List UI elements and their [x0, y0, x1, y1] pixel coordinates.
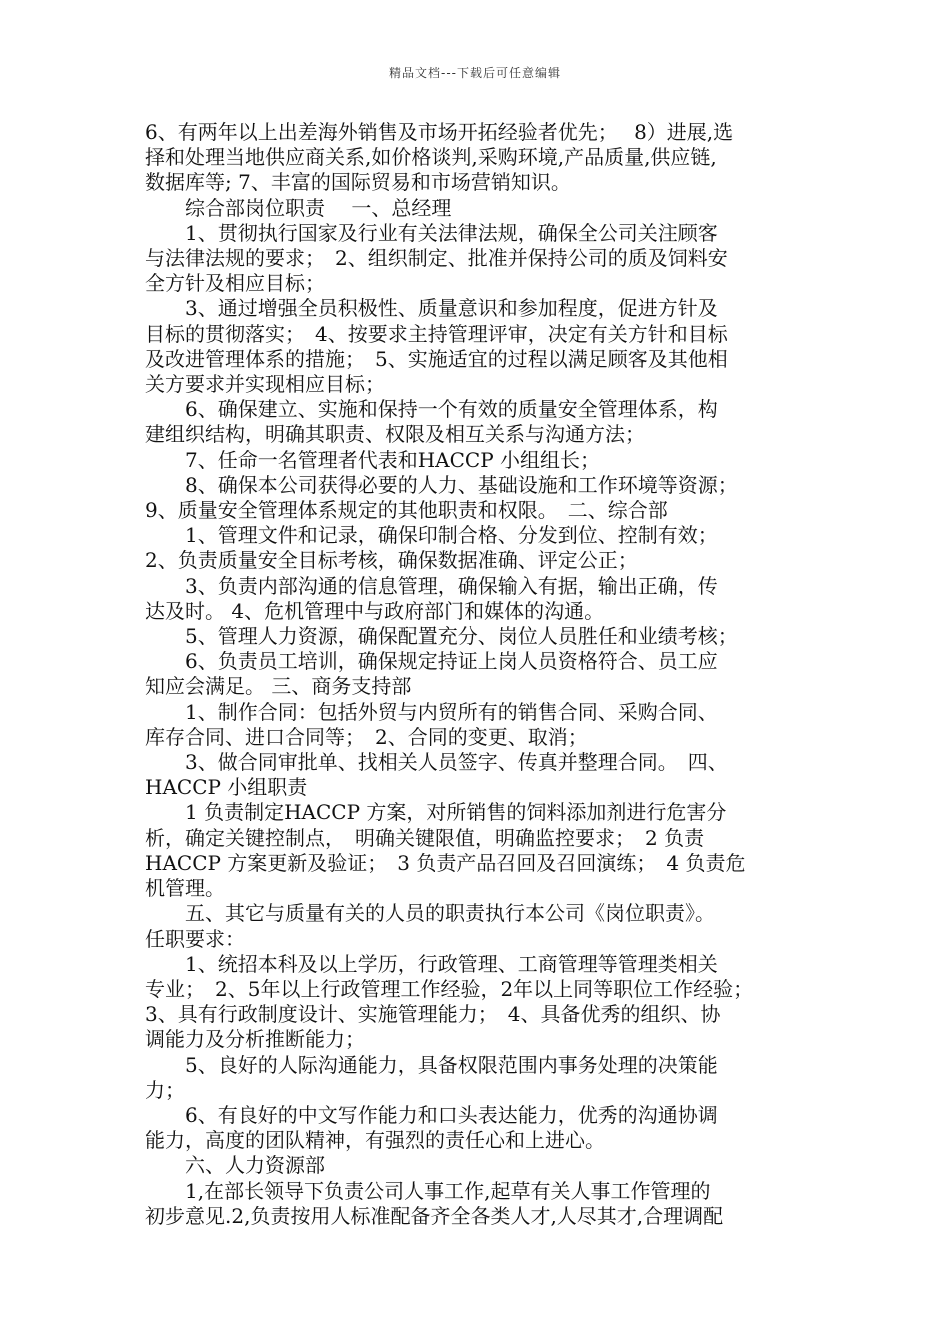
text-line: 与法律法规的要求； 2、组织制定、批准并保持公司的质及饲料安 [145, 246, 728, 271]
text-line: 知应会满足。 三、商务支持部 [145, 674, 412, 699]
text-line: 数据库等; 7、丰富的国际贸易和市场营销知识。 [145, 170, 571, 195]
text-line: 3、负责内部沟通的信息管理，确保输入有据，输出正确，传 [145, 573, 718, 598]
text-line: 力； [145, 1077, 185, 1102]
text-line: 3、通过增强全员积极性、质量意识和参加程度，促进方针及 [145, 296, 718, 321]
text-line: 择和处理当地供应商关系,如价格谈判,采购环境,产品质量,供应链, [145, 145, 717, 170]
text-line: 专业； 2、5年以上行政管理工作经验，2年以上同等职位工作经验； [145, 976, 754, 1001]
text-line: 目标的贯彻落实； 4、按要求主持管理评审，决定有关方针和目标 [145, 321, 728, 346]
text-line: 6、有良好的中文写作能力和口头表达能力，优秀的沟通协调 [145, 1102, 718, 1127]
text-line: 关方要求并实现相应目标； [145, 372, 385, 397]
text-line: 及改进管理体系的措施； 5、实施适宜的过程以满足顾客及其他相 [145, 346, 728, 371]
text-line: 机管理。 [145, 876, 225, 901]
text-line: 任职要求： [145, 926, 245, 951]
text-line: HACCP 方案更新及验证； 3 负责产品召回及召回演练； 4 负责危 [145, 850, 746, 875]
text-line: 5、良好的人际沟通能力，具备权限范围内事务处理的决策能 [145, 1052, 718, 1077]
text-line: 2、负责质量安全目标考核，确保数据准确、评定公正； [145, 548, 638, 573]
text-line: 库存合同、进口合同等； 2、合同的变更、取消； [145, 724, 588, 749]
text-line: 1 负责制定HACCP 方案，对所销售的饲料添加剂进行危害分 [145, 800, 727, 825]
page-header: 精品文档---下载后可任意编辑 [389, 66, 561, 80]
text-line: 1、贯彻执行国家及行业有关法律法规，确保全公司关注顾客 [145, 220, 718, 245]
text-line: 6、确保建立、实施和保持一个有效的质量安全管理体系，构 [145, 397, 718, 422]
text-line: 初步意见.2,负责按用人标准配备齐全各类人才,人尽其才,合理调配 [145, 1203, 724, 1228]
text-line: 7、任命一名管理者代表和HACCP 小组组长； [145, 447, 601, 472]
text-line: 9、质量安全管理体系规定的其他职责和权限。 二、综合部 [145, 498, 668, 523]
text-line: 五、其它与质量有关的人员的职责执行本公司《岗位职责》。 [145, 901, 715, 926]
document-body [145, 120, 817, 1340]
text-line: 1、制作合同：包括外贸与内贸所有的销售合同、采购合同、 [145, 699, 718, 724]
text-line: HACCP 小组职责 [145, 775, 308, 800]
text-line: 5、管理人力资源，确保配置充分、岗位人员胜任和业绩考核； [145, 624, 738, 649]
text-line: 8、确保本公司获得必要的人力、基础设施和工作环境等资源； [145, 472, 738, 497]
text-line: 达及时。 4、危机管理中与政府部门和媒体的沟通。 [145, 598, 605, 623]
text-line: 6、负责员工培训，确保规定持证上岗人员资格符合、员工应 [145, 649, 718, 674]
text-line: 综合部岗位职责 一、总经理 [145, 195, 452, 220]
text-line: 建组织结构，明确其职责、权限及相互关系与沟通方法； [145, 422, 645, 447]
text-line: 全方针及相应目标； [145, 271, 325, 296]
text-line: 六、人力资源部 [145, 1153, 325, 1178]
text-line: 1、管理文件和记录，确保印制合格、分发到位、控制有效； [145, 523, 718, 548]
text-line: 1,在部长领导下负责公司人事工作,起草有关人事工作管理的 [145, 1178, 711, 1203]
text-line: 能力，高度的团队精神，有强烈的责任心和上进心。 [145, 1128, 605, 1153]
text-line: 3、做合同审批单、找相关人员签字、传真并整理合同。 四、 [145, 750, 728, 775]
text-line: 析，确定关键控制点， 明确关键限值，明确监控要求； 2 负责 [145, 825, 705, 850]
text-line: 调能力及分析推断能力； [145, 1027, 365, 1052]
text-line: 6、有两年以上出差海外销售及市场开拓经验者优先； 8）进展,选 [145, 120, 734, 144]
text-line: 3、具有行政制度设计、实施管理能力； 4、具备优秀的组织、协 [145, 1002, 721, 1027]
text-line: 1、统招本科及以上学历，行政管理、工商管理等管理类相关 [145, 951, 718, 976]
